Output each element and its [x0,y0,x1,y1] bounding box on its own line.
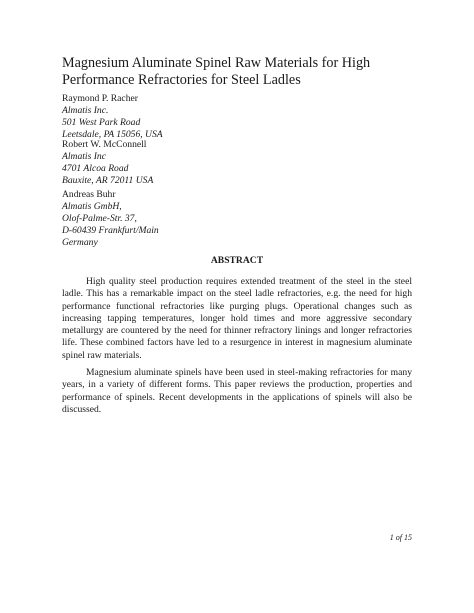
paper-title: Magnesium Aluminate Spinel Raw Materials for High Performance Refractories for Steel Ladles [62,55,371,88]
author-affiliation-line: Almatis Inc [62,151,106,162]
author-block [62,189,362,249]
author-name: Robert W. McConnell [62,139,147,150]
author-affiliation-line: Almatis GmbH, [62,201,122,212]
abstract-heading: ABSTRACT [210,255,264,266]
author-block [62,93,362,141]
author-name: Andreas Buhr [62,189,116,200]
author-affiliation-line: Olof-Palme-Str. 37, [62,213,137,224]
author-affiliation-line: D-60439 Frankfurt/Main [62,225,159,236]
author-name: Raymond P. Racher [62,93,138,104]
abstract-paragraph: High quality steel production requires extended treatment of the steel in the steel ladle. This has a remarkable impact on the steel ladle refractories, e.g. the need for high performance functional refractories like purging plugs. Operational changes such as increasing tapping temperatures, longer hold times and more aggressive secondary metallurgy are countered by the need for thinner refractory linings and longer refractories life. These combined factors have led to a resurgence in interest in magnesium aluminate spinel raw materials. [62,276,412,361]
author-affiliation-line: Almatis Inc. [62,105,109,116]
author-block [62,139,362,187]
author-affiliation-line: Leetsdale, PA 15056, USA [62,129,163,140]
page-number: 1 of 15 [389,533,412,542]
author-affiliation-line: Bauxite, AR 72011 USA [62,175,154,186]
abstract-paragraph: Magnesium aluminate spinels have been used in steel-making refractories for many years, in a variety of different forms. This paper reviews the production, properties and performance of spinels. Recent developments in the applications of spinels will also be discussed. [62,367,412,415]
author-affiliation-line: 4701 Alcoa Road [62,163,129,174]
author-affiliation-line: 501 West Park Road [62,117,141,128]
author-affiliation-line: Germany [62,237,98,248]
